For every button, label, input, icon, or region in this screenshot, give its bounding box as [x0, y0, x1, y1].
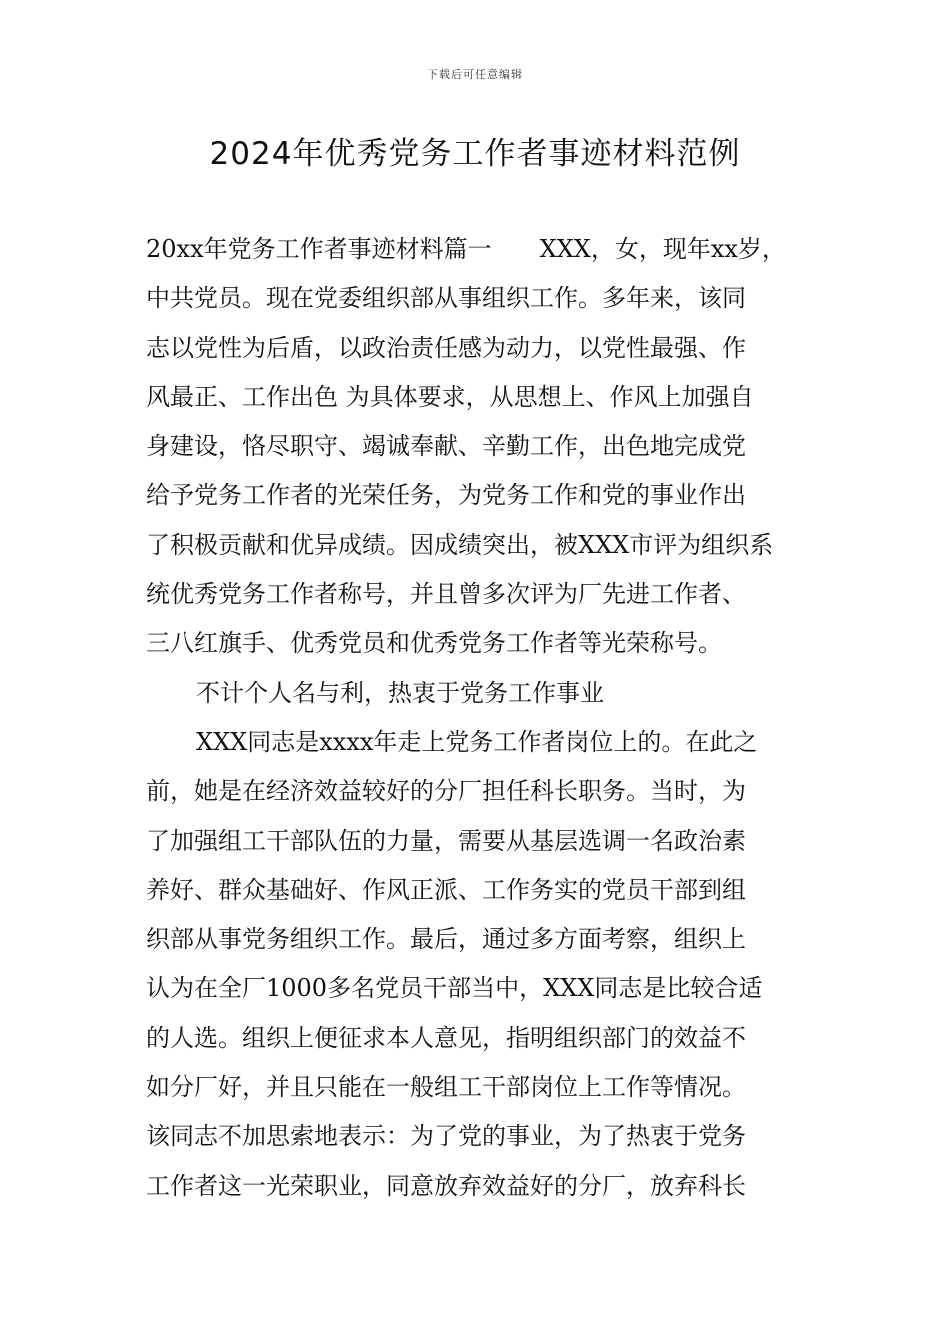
- text-line: 三八红旗手、优秀党员和优秀党务工作者等光荣称号。: [146, 629, 722, 658]
- text-line: 中共党员。现在党委组织部从事组织工作。多年来，该同: [146, 284, 746, 313]
- text-line: 志以党性为后盾，以政治责任感为动力，以党性最强、作: [146, 333, 746, 362]
- text-line: 的人选。组织上便征求本人意见，指明组织部门的效益不: [146, 1023, 746, 1052]
- text-line: 给予党务工作者的光荣任务，为党务工作和党的事业作出: [146, 481, 746, 510]
- text-line: XXX同志是xxxx年走上党务工作者岗位上的。在此之: [196, 727, 758, 756]
- text-line: 了加强组工干部队伍的力量，需要从基层选调一名政治素: [146, 826, 746, 855]
- text-line: 不计个人名与利，热衷于党务工作事业: [196, 678, 604, 707]
- document-title: 2024年优秀党务工作者事迹材料范例: [209, 136, 741, 172]
- document-body: [146, 225, 811, 1211]
- text-line: 风最正、工作出色 为具体要求，从思想上、作风上加强自: [146, 382, 754, 411]
- text-line: 身建设，恪尽职守、竭诚奉献、辛勤工作，出色地完成党: [146, 432, 746, 461]
- text-line: 了积极贡献和优异成绩。因成绩突出，被XXX市评为组织系: [146, 530, 774, 559]
- text-line: 认为在全厂1000多名党员干部当中，XXX同志是比较合适: [146, 974, 763, 1003]
- text-line: 如分厂好，并且只能在一般组工干部岗位上工作等情况。: [146, 1073, 746, 1102]
- header-note: 下载后可任意编辑: [427, 68, 523, 81]
- text-line: 该同志不加思索地表示：为了党的事业，为了热衷于党务: [146, 1122, 746, 1151]
- text-line: 统优秀党务工作者称号，并且曾多次评为厂先进工作者、: [146, 580, 746, 609]
- text-line: 前，她是在经济效益较好的分厂担任科长职务。当时，为: [146, 777, 746, 806]
- text-line: 20xx年党务工作者事迹材料篇一 XXX，女，现年xx岁，: [146, 235, 786, 263]
- text-line: 养好、群众基础好、作风正派、工作务实的党员干部到组: [146, 875, 746, 904]
- text-line: 工作者这一光荣职业，同意放弃效益好的分厂，放弃科长: [146, 1171, 746, 1200]
- text-line: 织部从事党务组织工作。最后，通过多方面考察，组织上: [146, 925, 746, 954]
